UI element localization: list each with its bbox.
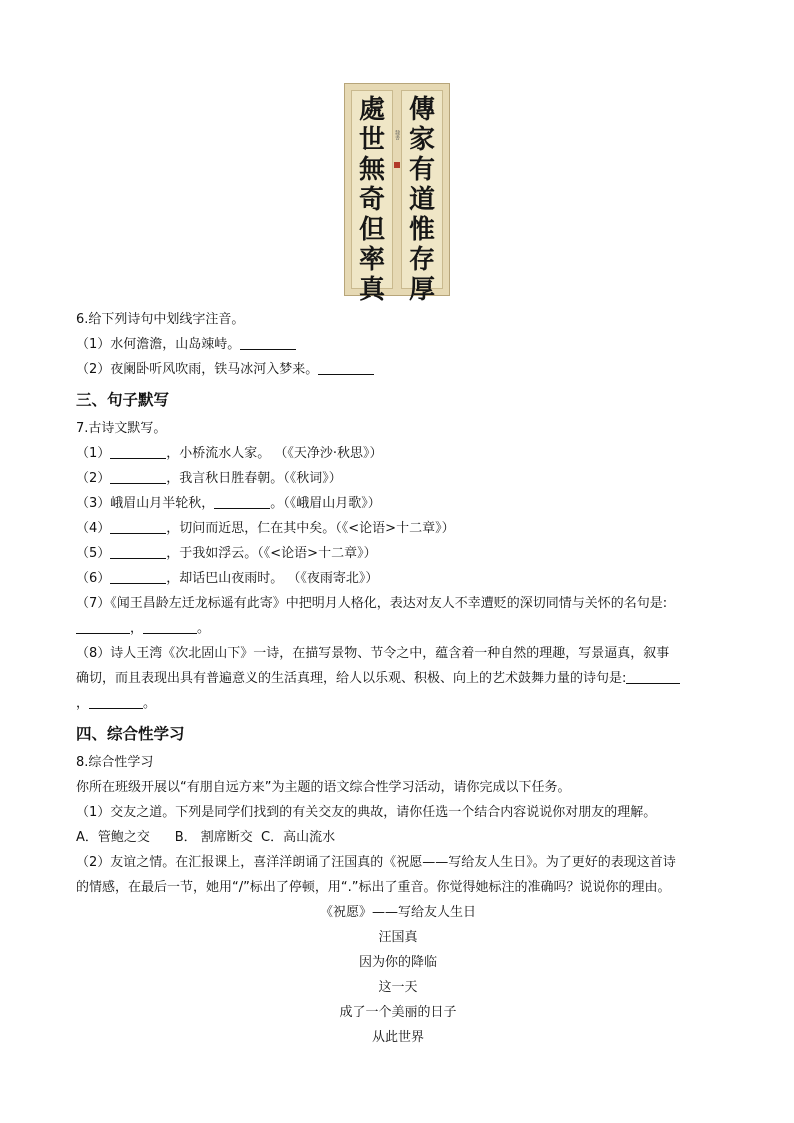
question-7-item: （4） ，切问而近思，仁在其中矣。（《<论语>十二章》）: [76, 521, 455, 536]
question-6-item-2: （2）夜阑卧听风吹雨，铁马冰河入梦来。: [76, 357, 720, 382]
question-7-item-8-cont: 确切，而且表现出具有普遍意义的生活真理，给人以乐观、积极、向上的艺术鼓舞力量的诗句是:: [76, 666, 720, 691]
couplet-char: 無: [358, 155, 385, 185]
answer-blank[interactable]: [626, 670, 680, 684]
option-a: A．管鲍之交: [76, 830, 150, 845]
question-7-item: （2） ，我言秋日胜春朝。（《秋词》）: [76, 471, 342, 486]
answer-blank[interactable]: [110, 520, 166, 534]
question-8-options: [76, 825, 720, 850]
question-7-item-7: （7）《闻王昌龄左迁龙标遥有此寄》中把明月人格化，表达对友人不幸遭贬的深切同情与关怀的名句是:: [76, 596, 668, 611]
question-7-item-8: （8）诗人王湾《次北固山下》一诗，在描写景物、节令之中，蕴含着一种自然的理趣，写景逼真，叙事: [76, 646, 670, 661]
question-6-title: 6.给下列诗句中划线字注音。: [76, 312, 245, 327]
couplet-char: 家: [408, 125, 435, 155]
answer-blank[interactable]: [110, 470, 166, 484]
question-7-item-7-answer: ， 。: [76, 616, 720, 641]
answer-blank[interactable]: [143, 620, 197, 634]
answer-blank[interactable]: [318, 361, 374, 375]
question-8-title: 8.综合性学习: [76, 755, 154, 770]
question-7-item: （1） ，小桥流水人家。 （《天净沙·秋思》）: [76, 446, 383, 461]
couplet-char: 道: [408, 185, 435, 215]
section-heading: 三、句子默写: [76, 391, 170, 409]
couplet-inscription: 隸書: [394, 130, 400, 140]
answer-blank[interactable]: [240, 336, 296, 350]
couplet-char: 有: [408, 155, 435, 185]
question-8-task-2: （2）友谊之情。在汇报课上，喜洋洋朗诵了汪国真的《祝愿——写给友人生日》。为了更好的表现这首诗: [76, 855, 676, 870]
couplet-left-scroll: [351, 90, 393, 305]
answer-blank[interactable]: [89, 695, 143, 709]
poem: [76, 900, 720, 1050]
seal-stamp: [394, 162, 400, 168]
document-body: [76, 307, 720, 1050]
question-8-task-2-cont: 的情感，在最后一节，她用“/”标出了停顿，用“.”标出了重音。你觉得她标注的准确吗？说说你的理由。: [76, 880, 671, 895]
calligraphy-couplet-image: [344, 83, 450, 305]
question-7-item: （6） ，却话巴山夜雨时。 （《夜雨寄北》）: [76, 571, 379, 586]
question-7-title: 7.古诗文默写。: [76, 421, 167, 436]
answer-blank[interactable]: [110, 445, 166, 459]
couplet-char: 奇: [358, 185, 385, 215]
question-7-item: （5） ，于我如浮云。（《<论语>十二章》）: [76, 546, 377, 561]
couplet-char: 真: [358, 275, 385, 305]
couplet-char: 傳: [408, 95, 435, 125]
poem-title: 《祝愿》——写给友人生日: [319, 905, 476, 920]
question-8-task-1: （1）交友之道。下列是同学们找到的有关交友的典故，请你任选一个结合内容说说你对朋友的理解。: [76, 805, 657, 820]
question-6-item-1: （1）水何澹澹，山岛竦峙。: [76, 332, 720, 357]
poem-line: 这一天: [378, 980, 418, 995]
question-7-item-8-answer: ， 。: [76, 696, 157, 711]
question-8-intro: 你所在班级开展以“有朋自远方来”为主题的语文综合性学习活动，请你完成以下任务。: [76, 780, 571, 795]
option-b: B． 割席断交: [174, 830, 253, 845]
answer-blank[interactable]: [76, 620, 130, 634]
option-c: C．高山流水: [261, 830, 336, 845]
poem-line: 因为你的降临: [358, 955, 437, 970]
couplet-char: 但: [358, 215, 385, 245]
couplet-char: 處: [358, 95, 385, 125]
couplet-char: 厚: [408, 275, 435, 305]
couplet-right-scroll: [401, 90, 443, 305]
couplet-char: 率: [358, 245, 385, 275]
answer-blank[interactable]: [110, 545, 166, 559]
couplet-char: 世: [358, 125, 385, 155]
poem-author: 汪国真: [378, 930, 418, 945]
poem-line: 从此世界: [371, 1030, 424, 1045]
couplet-char: 惟: [408, 215, 435, 245]
answer-blank[interactable]: [214, 495, 270, 509]
section-heading: 四、综合性学习: [76, 725, 185, 743]
poem-line: 成了一个美丽的日子: [339, 1005, 457, 1020]
question-7-item: （3）峨眉山月半轮秋， 。（《峨眉山月歌》）: [76, 496, 381, 511]
couplet-char: 存: [408, 245, 435, 275]
answer-blank[interactable]: [110, 570, 166, 584]
